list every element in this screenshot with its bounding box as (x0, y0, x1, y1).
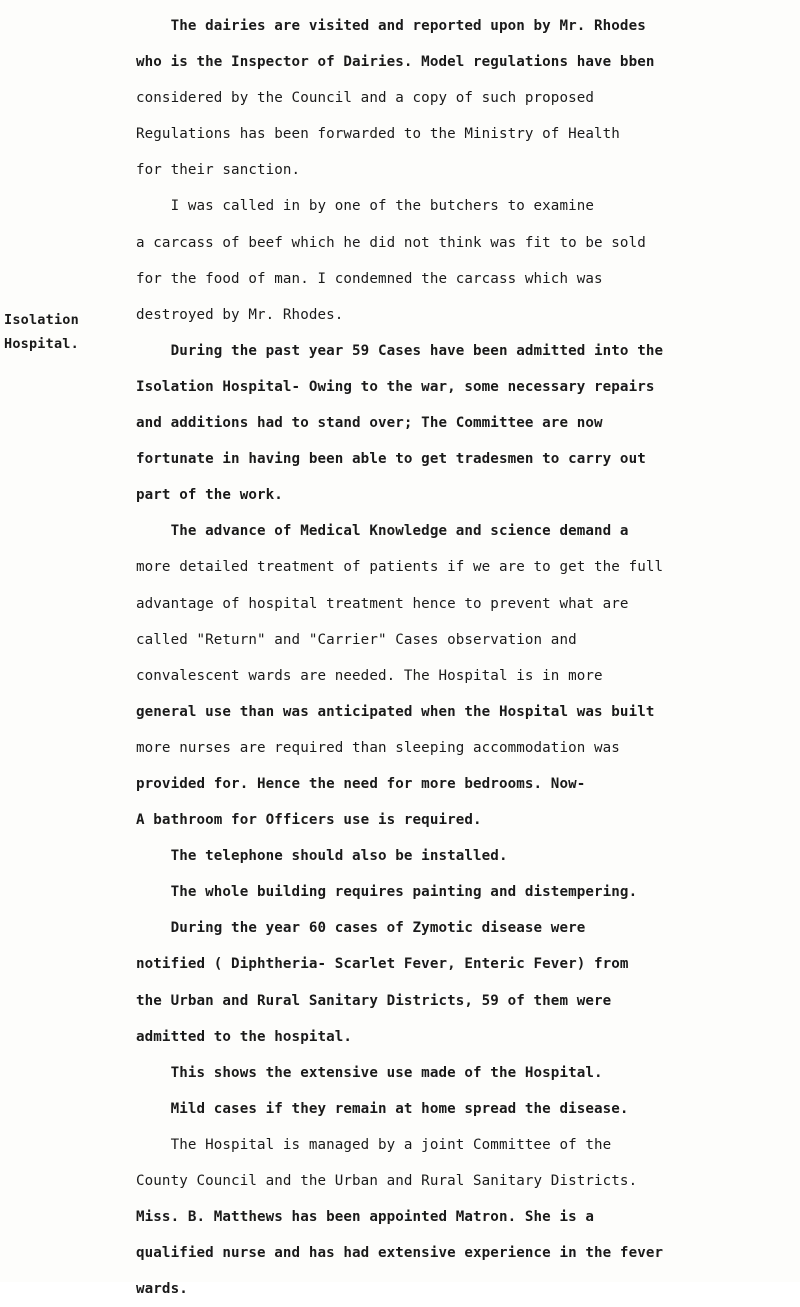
text-line: for their sanction. (136, 162, 301, 179)
margin-heading-isolation-hospital: Isolation Hospital. (4, 312, 79, 352)
text-line: The telephone should also be installed. (136, 848, 508, 865)
text-line: The advance of Medical Knowledge and science demand a (136, 523, 629, 540)
text-line: considered by the Council and a copy of such proposed (136, 90, 595, 107)
text-line: admitted to the hospital. (136, 1028, 353, 1045)
text-line: The Hospital is managed by a joint Committee of the (136, 1136, 612, 1153)
text-line: During the past year 59 Cases have been admitted into the (136, 342, 664, 359)
text-line: wards. (136, 1281, 188, 1298)
text-line: and additions had to stand over; The Committee are now (136, 415, 603, 432)
text-line: This shows the extensive use made of the Hospital. (136, 1064, 603, 1081)
text-line: qualified nurse and has had extensive experience in the fever (136, 1245, 664, 1262)
text-line: A bathroom for Officers use is required. (136, 812, 482, 829)
text-line: convalescent wards are needed. The Hospital is in more (136, 667, 603, 684)
text-line: Miss. B. Matthews has been appointed Matron. She is a (136, 1209, 595, 1226)
text-line: provided for. Hence the need for more bedrooms. Now- (136, 775, 586, 792)
text-line: part of the work. (136, 487, 283, 504)
text-line: called "Return" and "Carrier" Cases observation and (136, 631, 577, 648)
text-line: the Urban and Rural Sanitary Districts, 59 of them were (136, 992, 612, 1009)
text-line: County Council and the Urban and Rural Sanitary Districts. (136, 1173, 638, 1189)
text-line: During the year 60 cases of Zymotic disease were (136, 920, 586, 937)
text-line: more detailed treatment of patients if we are to get the full (136, 559, 664, 576)
text-line: more nurses are required than sleeping accommodation was (136, 739, 620, 756)
text-line: The whole building requires painting and distempering. (136, 884, 638, 901)
text-line: who is the Inspector of Dairies. Model regulations have bben (136, 54, 655, 71)
text-line: Isolation Hospital- Owing to the war, some necessary repairs (136, 378, 655, 395)
text-line: fortunate in having been able to get tradesmen to carry out (136, 451, 646, 468)
text-line: I was called in by one of the butchers to examine (136, 198, 595, 215)
text-line: Mild cases if they remain at home spread the disease. (136, 1100, 629, 1117)
text-line: for the food of man. I condemned the carcass which was (136, 270, 603, 287)
text-line: advantage of hospital treatment hence to prevent what are (136, 595, 629, 612)
text-line: a carcass of beef which he did not think was fit to be sold (136, 234, 646, 251)
body-text (136, 8, 796, 1307)
text-line: destroyed by Mr. Rhodes. (136, 306, 344, 323)
text-line: general use than was anticipated when the Hospital was built (136, 703, 655, 720)
text-line: notified ( Diphtheria- Scarlet Fever, Enteric Fever) from (136, 956, 629, 973)
text-line: Regulations has been forwarded to the Ministry of Health (136, 126, 620, 143)
text-line: The dairies are visited and reported upon by Mr. Rhodes (136, 18, 646, 34)
